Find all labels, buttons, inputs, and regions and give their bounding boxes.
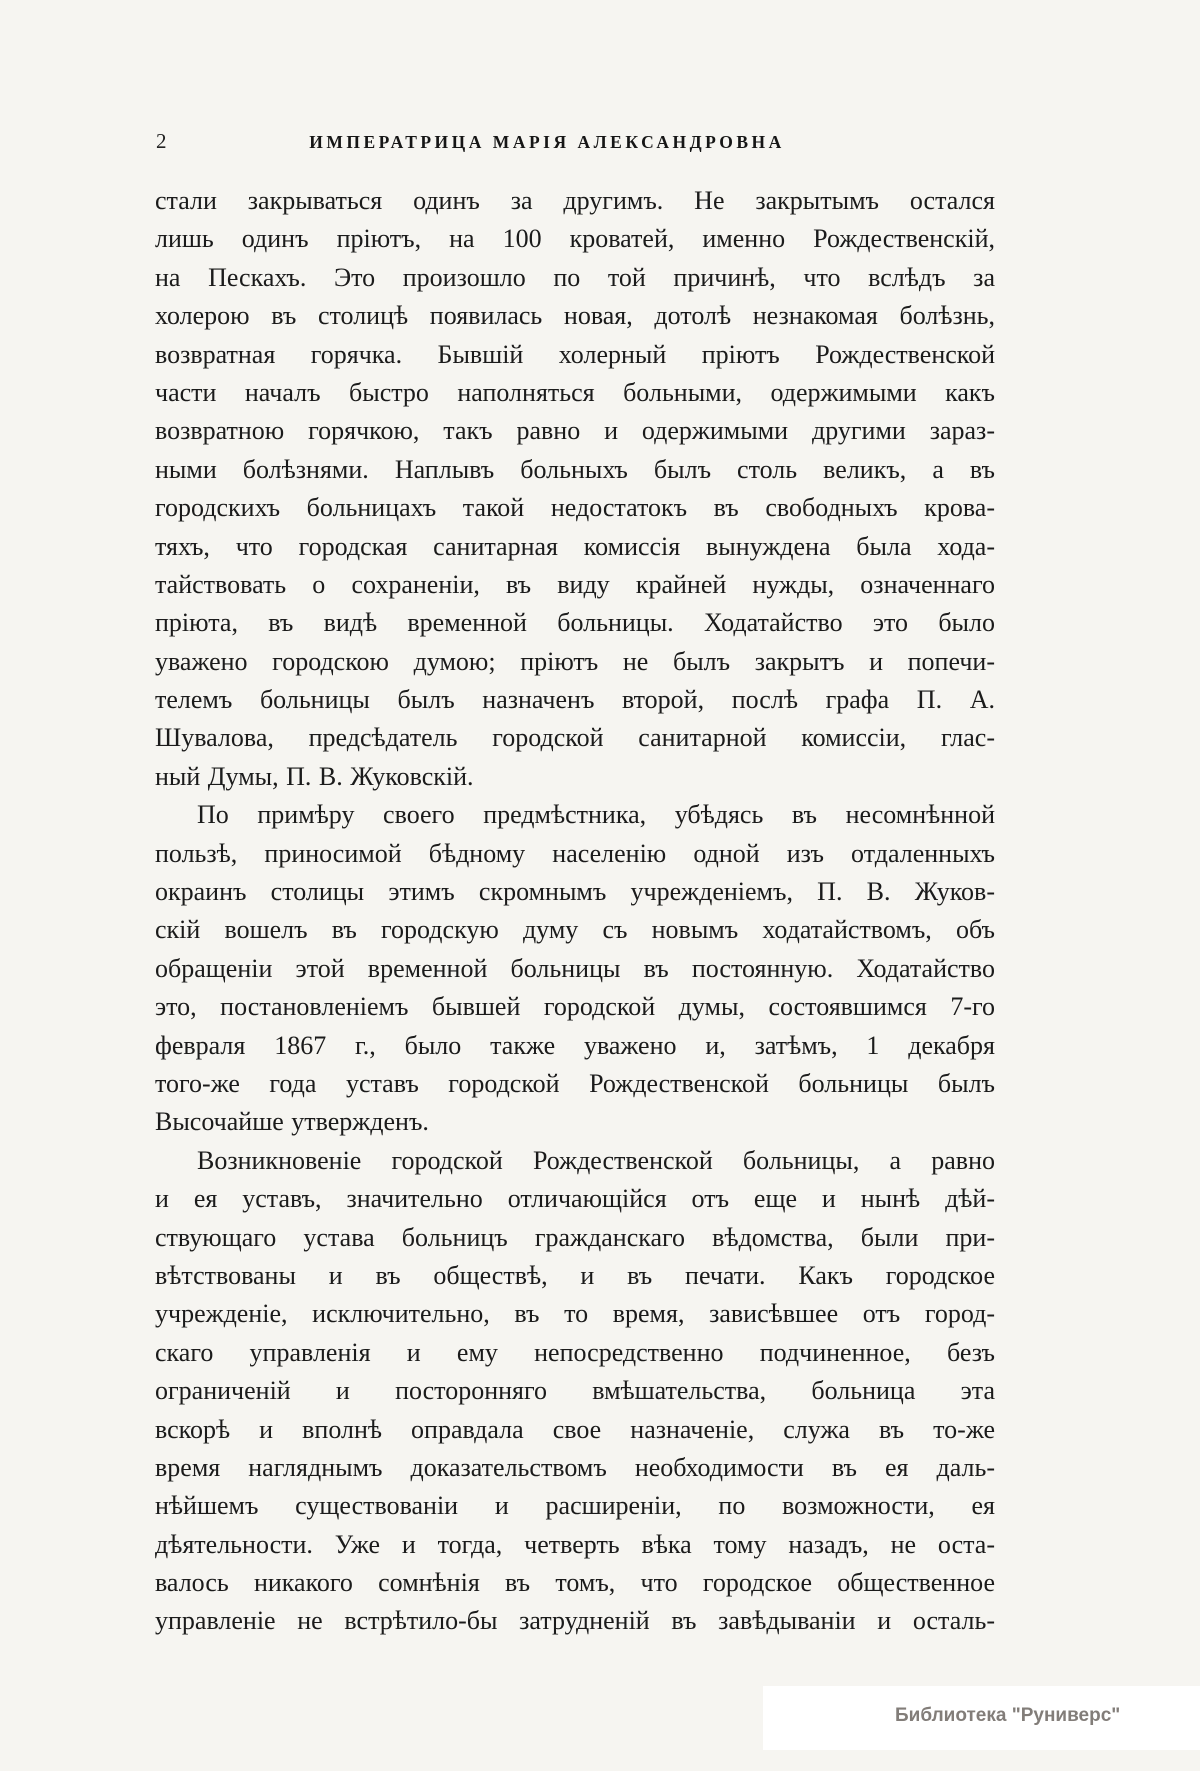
text-line: тайствовать о сохраненіи, въ виду крайней нужды, означеннаго	[155, 569, 995, 599]
text-line: нѣйшемъ существованіи и расширеніи, по возможности, ея	[155, 1491, 995, 1521]
text-line: Возникновеніе городской Рождественской больницы, а равно	[197, 1145, 995, 1175]
text-line: пользѣ, приносимой бѣдному населенію одной изъ отдаленныхъ	[155, 838, 995, 868]
text-line: уважено городскою думою; пріютъ не былъ закрытъ и попечи-	[155, 646, 995, 676]
body-text	[155, 182, 995, 1641]
text-line: ограниченій и посторонняго вмѣшательства, больница эта	[155, 1376, 995, 1406]
text-line: возвратною горячкою, такъ равно и одержимыми другими зараз-	[155, 416, 995, 446]
text-line: ный Думы, П. В. Жуковскій.	[155, 761, 474, 791]
text-line: на Пескахъ. Это произошло по той причинѣ, что вслѣдъ за	[155, 262, 995, 292]
text-line: валось никакого сомнѣнія въ томъ, что городское общественное	[155, 1568, 995, 1598]
text-line: того-же года уставъ городской Рождественской больницы былъ	[155, 1068, 995, 1098]
text-line: ствующаго устава больницъ гражданскаго вѣдомства, были при-	[155, 1222, 995, 1252]
text-line: время нагляднымъ доказательствомъ необходимости въ ея даль-	[155, 1452, 995, 1482]
library-watermark: Библиотека "Руниверс"	[895, 1705, 1121, 1726]
text-line: Высочайше утвержденъ.	[155, 1107, 429, 1137]
text-line: стали закрываться одинъ за другимъ. Не закрытымъ остался	[155, 186, 995, 215]
text-line: это, постановленіемъ бывшей городской думы, состоявшимся 7-го	[155, 992, 995, 1022]
text-line: возвратная горячка. Бывшій холерный пріютъ Рождественской	[155, 339, 995, 369]
text-line: учрежденіе, исключительно, въ то время, зависѣвшее отъ город-	[155, 1299, 995, 1329]
text-line: тяхъ, что городская санитарная комиссія вынуждена была хода-	[155, 531, 995, 561]
text-line: городскихъ больницахъ такой недостатокъ въ свободныхъ крова-	[155, 493, 995, 523]
page-number: 2	[156, 129, 167, 153]
text-line: окраинъ столицы этимъ скромнымъ учрежденіемъ, П. В. Жуков-	[155, 877, 995, 907]
text-line: ными болѣзнями. Наплывъ больныхъ былъ столь великъ, а въ	[155, 454, 995, 484]
text-line: управленіе не встрѣтило-бы затрудненій въ завѣдываніи и осталь-	[155, 1606, 995, 1636]
text-line: части началъ быстро наполняться больными, одержимыми какъ	[155, 377, 995, 407]
text-line: скій вошелъ въ городскую думу съ новымъ ходатайствомъ, объ	[155, 915, 995, 945]
text-line: Шувалова, предсѣдатель городской санитарной комиссіи, глас-	[155, 723, 995, 753]
text-line: вскорѣ и вполнѣ оправдала свое назначеніе, служа въ то-же	[155, 1414, 995, 1444]
text-line: лишь одинъ пріютъ, на 100 кроватей, именно Рождественскій,	[155, 224, 995, 254]
text-line: и ея уставъ, значительно отличающійся отъ еще и нынѣ дѣй-	[155, 1184, 995, 1214]
text-line: пріюта, въ видѣ временной больницы. Ходатайство это было	[155, 608, 995, 638]
text-line: По примѣру своего предмѣстника, убѣдясь въ несомнѣнной	[197, 800, 995, 830]
text-line: скаго управленія и ему непосредственно подчиненное, безъ	[155, 1337, 995, 1367]
text-line: обращеніи этой временной больницы въ постоянную. Ходатайство	[155, 953, 995, 983]
text-line: телемъ больницы былъ назначенъ второй, послѣ графа П. А.	[155, 685, 995, 715]
text-line: дѣятельности. Уже и тогда, четверть вѣка тому назадъ, не оста-	[155, 1529, 995, 1559]
text-line: февраля 1867 г., было также уважено и, затѣмъ, 1 декабря	[155, 1030, 995, 1060]
text-line: вѣтствованы и въ обществѣ, и въ печати. Какъ городское	[155, 1260, 995, 1290]
text-line: холерою въ столицѣ появилась новая, дотолѣ незнакомая болѣзнь,	[155, 301, 995, 331]
running-head: ИМПЕРАТРИЦА МАРІЯ АЛЕКСАНДРОВНА	[309, 132, 785, 152]
